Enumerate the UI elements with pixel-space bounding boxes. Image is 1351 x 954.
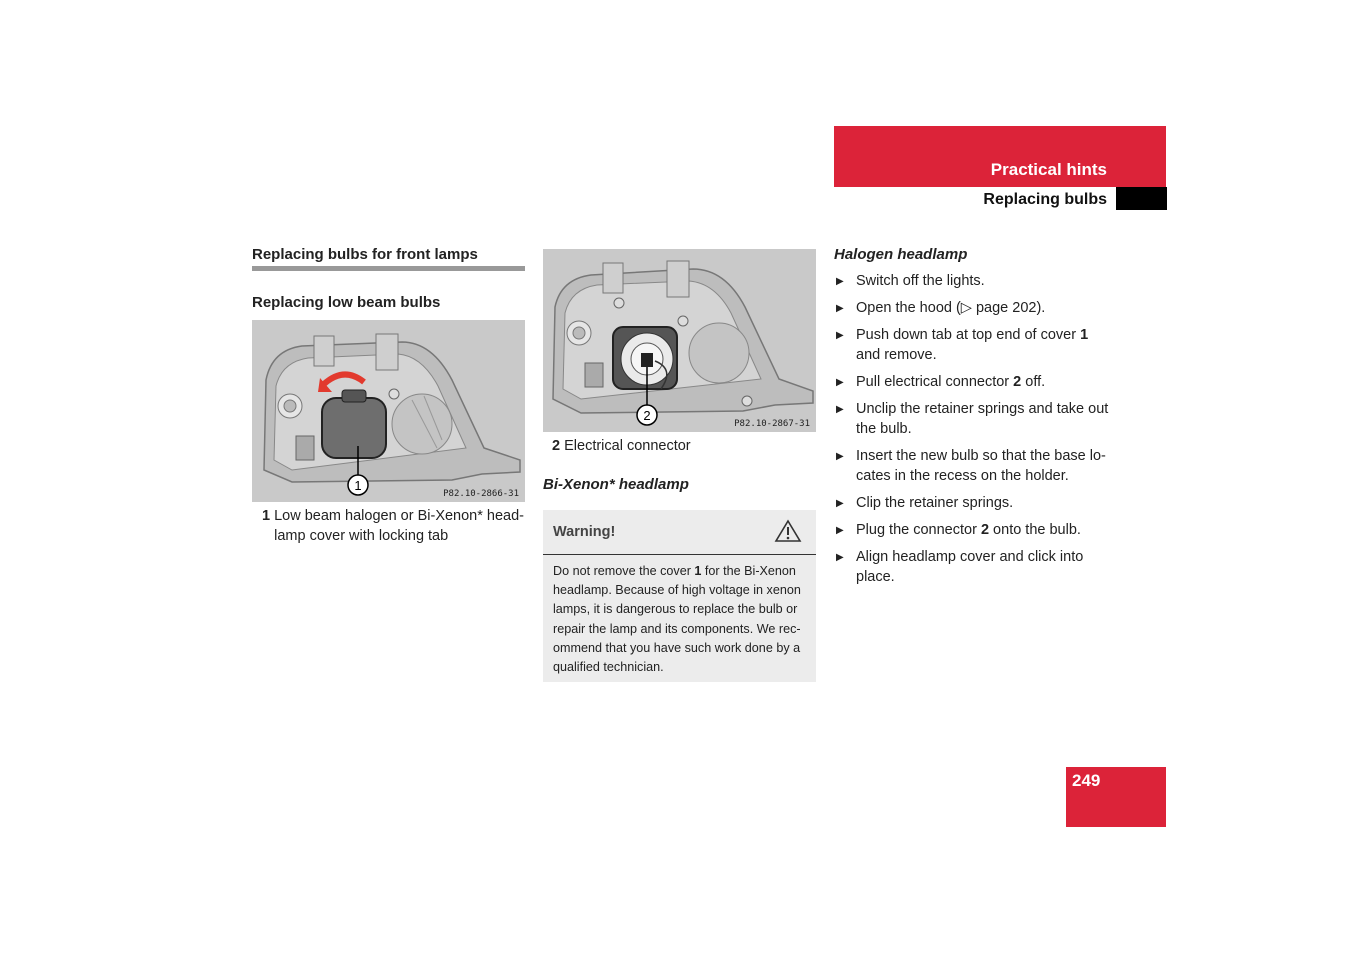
- step-item: [834, 299, 1110, 319]
- step-text: Switch off the lights.: [856, 273, 985, 289]
- headlamp-illustration-1: [252, 320, 525, 502]
- warning-text-part: Do not remove the cover: [553, 564, 695, 578]
- step-item: [834, 494, 1110, 514]
- page-number-box: [1066, 767, 1166, 827]
- caption-number: 1: [262, 508, 271, 524]
- step-item: [834, 326, 1110, 365]
- step-ref: 2: [980, 522, 990, 539]
- warning-text: [553, 562, 809, 677]
- step-text: Clip the retainer springs.: [856, 494, 1014, 511]
- step-item: [834, 373, 1110, 393]
- figure-connector: [543, 249, 816, 432]
- step-text: Plug the connector: [856, 522, 981, 539]
- callout-2: 2: [643, 408, 651, 423]
- bullet-arrow-icon: ▶: [836, 276, 844, 287]
- step-ref: 2: [1013, 374, 1022, 391]
- bullet-arrow-icon: ▶: [836, 377, 844, 389]
- step-ref: 1: [1080, 327, 1089, 344]
- step-text: Unclip the retainer springs and take out the bulb.: [856, 401, 1109, 437]
- step-item: [834, 548, 1110, 587]
- warning-text-part: for the Bi-Xenon headlamp. Because of high voltage in xenon lamps, it is dangerous to replace the bulb or repair the lamp and its components. We rec-ommend that you have such work done by a qualified technician.: [553, 564, 801, 675]
- header-marker: [1116, 187, 1167, 210]
- callout-1: 1: [354, 478, 362, 493]
- step-item: [834, 400, 1110, 439]
- bullet-arrow-icon: ▶: [836, 497, 844, 509]
- sub-heading: Replacing low beam bulbs: [252, 294, 441, 311]
- step-text: onto the bulb.: [989, 522, 1081, 539]
- step-item: [834, 272, 1110, 292]
- bi-xenon-heading: Bi-Xenon* headlamp: [543, 476, 689, 493]
- bullet-arrow-icon: ▶: [836, 552, 844, 564]
- step-text: Insert the new bulb so that the base lo-cates in the recess on the holder.: [856, 448, 1106, 484]
- step-text: Push down tab at top end of cover: [856, 327, 1081, 344]
- bullet-arrow-icon: ▶: [836, 330, 844, 342]
- section-rule: [252, 266, 525, 271]
- warning-box: [543, 510, 816, 682]
- figure-caption-2: [552, 436, 691, 456]
- caption-number: 2: [552, 438, 561, 454]
- page-number: 249: [1072, 771, 1101, 790]
- step-text: Open the hood (▷ page 202).: [856, 300, 1046, 317]
- halogen-heading: Halogen headlamp: [834, 246, 968, 263]
- warning-title: Warning!: [553, 524, 616, 540]
- step-text: off.: [1021, 374, 1046, 391]
- bullet-arrow-icon: ▶: [836, 303, 844, 315]
- bullet-arrow-icon: ▶: [836, 404, 844, 416]
- step-text: Align headlamp cover and click into place.: [856, 549, 1084, 585]
- caption-text: Electrical connector: [564, 438, 691, 454]
- figure-code: P82.10-2866-31: [443, 489, 519, 499]
- header-subtitle: Replacing bulbs: [983, 191, 1107, 208]
- step-item: [834, 447, 1110, 486]
- step-text: Pull electrical connector: [856, 374, 1014, 391]
- figure-code: P82.10-2867-31: [734, 419, 810, 429]
- figure-low-beam: [252, 320, 525, 502]
- figure-caption-1: [262, 506, 527, 546]
- section-heading: Replacing bulbs for front lamps: [252, 246, 478, 263]
- step-text: and remove.: [856, 346, 937, 363]
- warning-header: [543, 510, 816, 555]
- warning-triangle-icon: [774, 519, 802, 543]
- halogen-steps-list: [834, 272, 1110, 595]
- caption-text: Low beam halogen or Bi-Xenon* head-lamp cover with locking tab: [274, 508, 525, 544]
- header-title: Practical hints: [990, 160, 1107, 179]
- warning-ref: 1: [694, 564, 702, 578]
- step-item: [834, 521, 1110, 541]
- bullet-arrow-icon: ▶: [836, 451, 844, 463]
- headlamp-illustration-2: [543, 249, 816, 432]
- bullet-arrow-icon: ▶: [836, 525, 844, 537]
